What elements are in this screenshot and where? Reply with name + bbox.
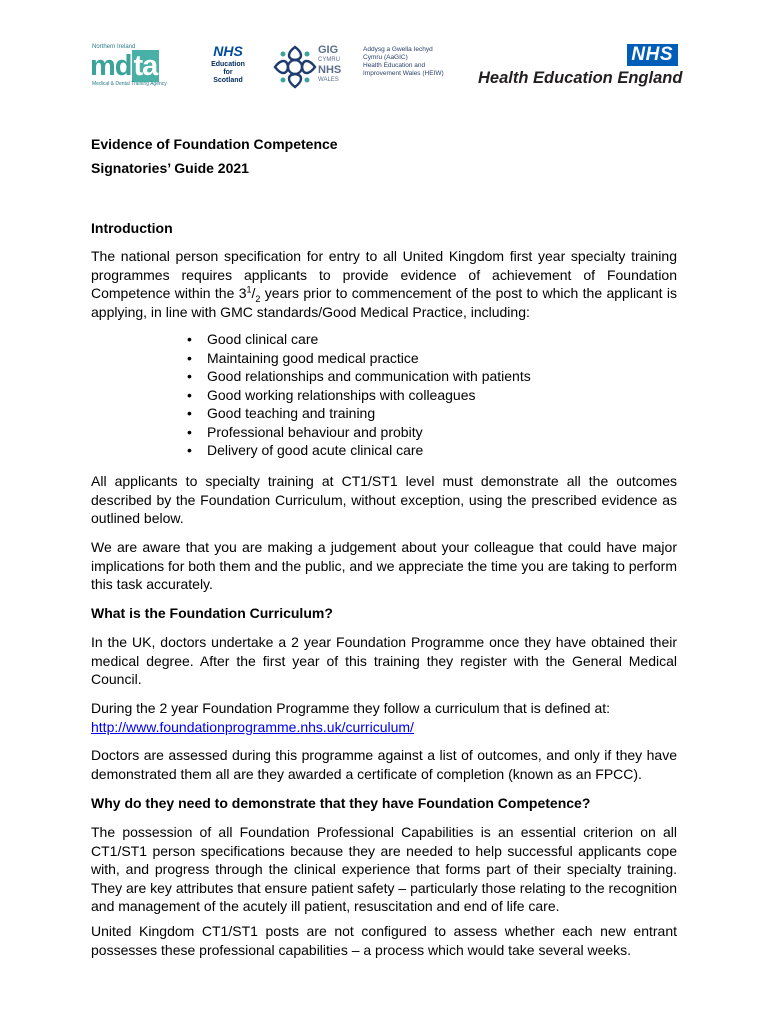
hee-name: Health Education England [478,69,683,87]
nes-line-2: for [223,69,233,76]
heiw-logo [273,43,463,93]
list-item: • Maintaining good medical practice [187,349,419,366]
nes-logo [203,43,253,93]
logo-bar [0,0,768,110]
nes-line-1: Education [211,61,245,68]
uk-paragraph: In the UK, doctors undertake a 2 year Foundation Programme once they have obtained their medical degree. After the first year of this training they register with the General Medical Council. [91,634,677,687]
list-item: • Good relationships and communication with patients [187,368,531,384]
hee-logo [478,44,683,87]
during-paragraph: During the 2 year Foundation Programme they follow a curriculum that is defined at: http://www.foundationprogramme.nhs.uk/curriculum/ [91,700,611,735]
heiw-text: Addysg a Gwella Iechyd Cymru (AaGIC) Health Education and Improvement Wales (HEIW) [363,46,444,77]
list-item: • Delivery of good acute clinical care [187,442,424,458]
list-item: • Good teaching and training [187,405,376,421]
mdta-region: Northern Ireland [92,44,136,50]
mdta-wordmark: mdta [90,50,158,82]
aware-paragraph: We are aware that you are making a judgement about your colleague that could have major implications for both them and the public, and we appreciate the time you are taking to perform this task accurately. [91,539,677,592]
introduction-heading: Introduction [91,220,173,236]
competence-list [187,330,531,460]
assessed-paragraph: Doctors are assessed during this programme against a list of outcomes, and only if they have demonstrated them all are they awarded a certificate of completion (known as an FPCC). [91,747,677,782]
list-item: • Good clinical care [187,331,319,347]
ct1-paragraph: United Kingdom CT1/ST1 posts are not configured to assess whether each new entrant possesses these professional capabilities – a process which would take several weeks. [91,923,677,958]
list-item: • Professional behaviour and probity [187,423,423,440]
document-subtitle: Signatories’ Guide 2021 [91,160,249,176]
document-title: Evidence of Foundation Competence [91,136,338,152]
nes-line-3: Scotland [213,77,243,84]
heiw-emblem-icon [273,43,317,91]
curriculum-link[interactable]: http://www.foundationprogramme.nhs.uk/curriculum/ [91,718,414,735]
heiw-names: GIG CYMRU NHS WALES [318,44,342,83]
possession-paragraph: The possession of all Foundation Professional Capabilities is an essential criterion on all CT1/ST1 person specifications because they are needed to help successful applicants cope with, and progress through the clinical experience that forms part of their specialty training. They are key attributes that ensure patient safety – particularly those relating to the recognition and management of the acutely ill patient, resuscitation and end of life care. [91,824,677,914]
introduction-paragraph: The national person specification for entry to all United Kingdom first year specialty training programmes requires applicants to provide evidence of achievement of Foundation Competence within the $3^1/_2$ years prior to commencement of the post to which the applicant is applying, in line with GMC standards/Good Medical Practice, including: [91,248,677,320]
curriculum-heading: What is the Foundation Curriculum? [91,605,333,621]
hee-nhs-mark: NHS [627,44,678,66]
mdta-agency-name: Medical & Dental Training Agency [92,81,167,87]
nes-nhs-mark: NHS [213,43,243,59]
list-item: • Good working relationships with colleagues [187,386,476,403]
why-heading: Why do they need to demonstrate that they have Foundation Competence? [91,795,591,811]
all-applicants-paragraph: All applicants to specialty training at CT1/ST1 level must demonstrate all the outcomes described by the Foundation Curriculum, without exception, using the prescribed evidence as outlined below. [91,473,677,526]
mdta-logo [90,44,182,90]
